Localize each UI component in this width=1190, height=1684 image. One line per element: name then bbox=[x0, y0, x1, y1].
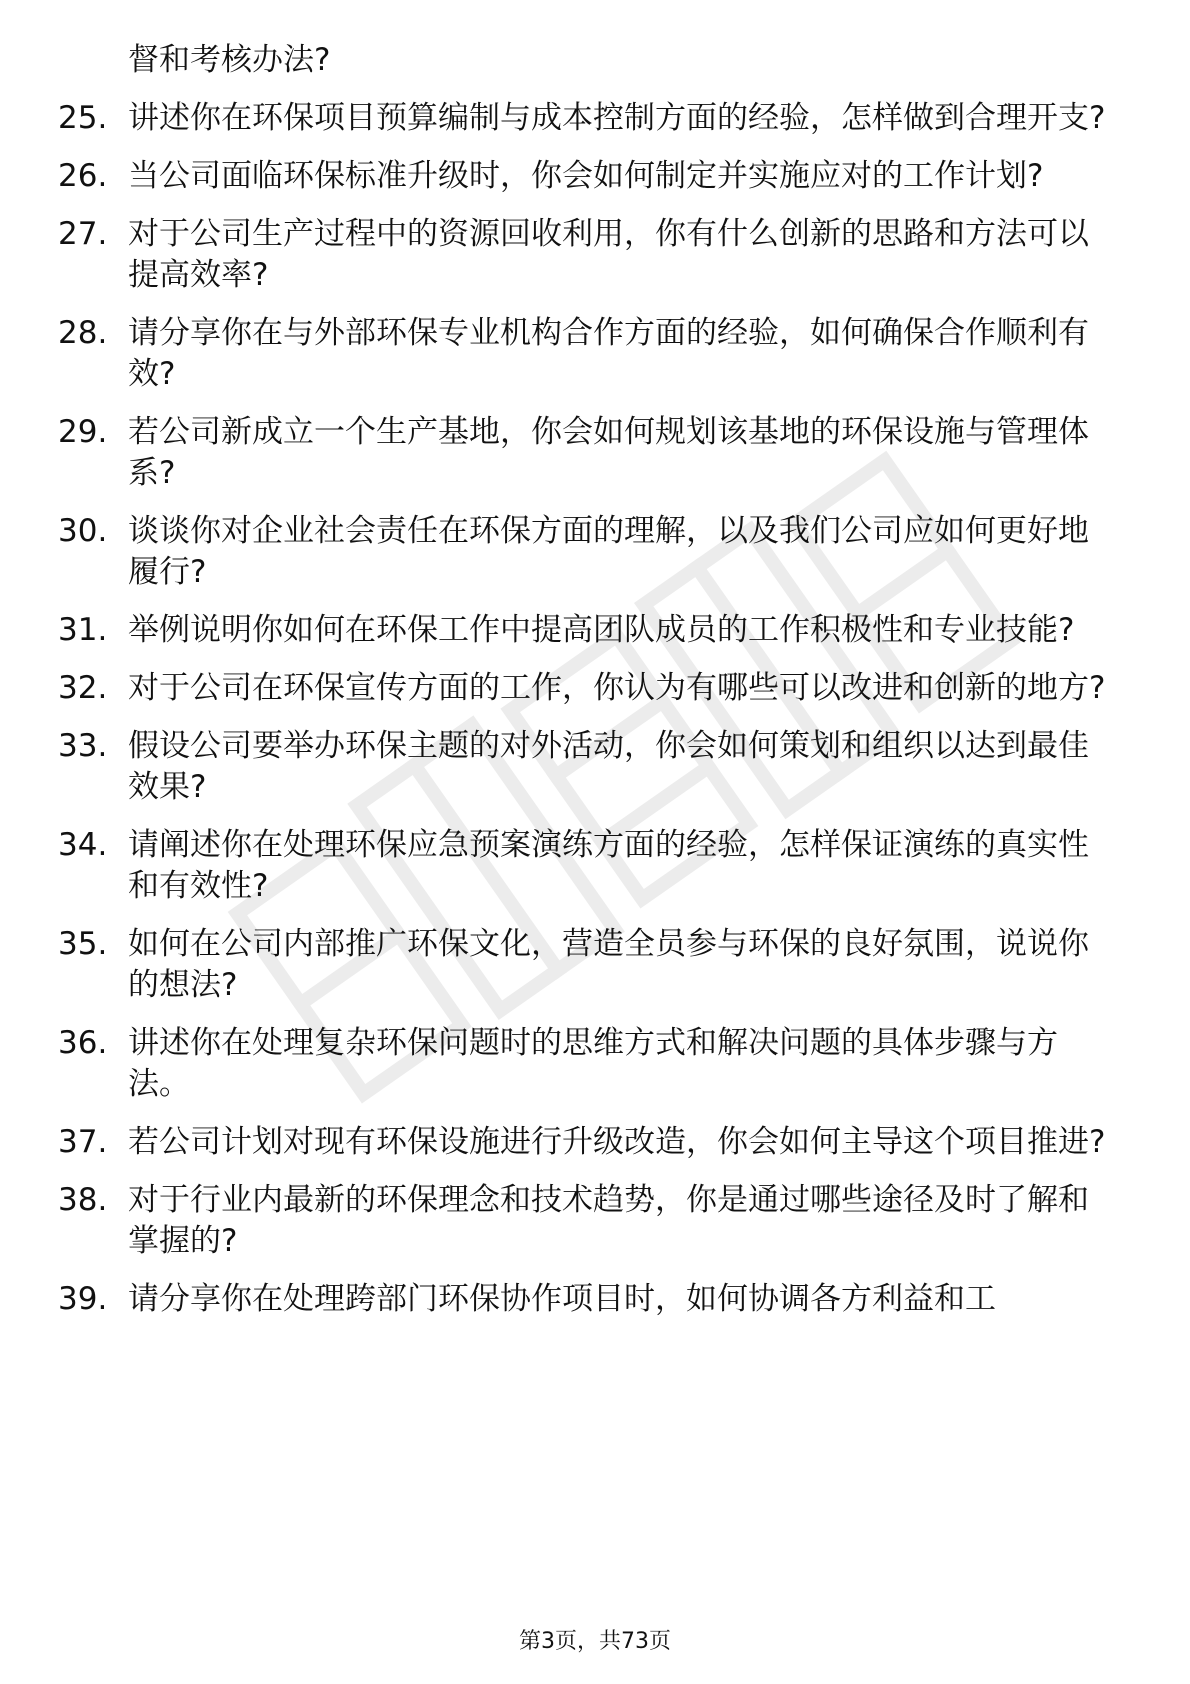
list-item-continued bbox=[58, 40, 1118, 81]
question-text: 若公司新成立一个生产基地，你会如何规划该基地的环保设施与管理体系? bbox=[128, 414, 1089, 491]
question-number: 33. bbox=[58, 728, 108, 764]
list-item bbox=[58, 668, 1118, 709]
question-text: 对于行业内最新的环保理念和技术趋势，你是通过哪些途径及时了解和掌握的? bbox=[128, 1182, 1089, 1259]
list-item bbox=[58, 1180, 1118, 1262]
list-item bbox=[58, 511, 1118, 593]
question-text: 谈谈你对企业社会责任在环保方面的理解，以及我们公司应如何更好地履行? bbox=[128, 513, 1089, 590]
list-item bbox=[58, 1279, 1118, 1320]
question-text: 对于公司生产过程中的资源回收利用，你有什么创新的思路和方法可以提高效率? bbox=[128, 216, 1089, 293]
question-number: 39. bbox=[58, 1281, 108, 1317]
list-item bbox=[58, 610, 1118, 651]
list-item bbox=[58, 1023, 1118, 1105]
list-item bbox=[58, 1122, 1118, 1163]
question-number: 34. bbox=[58, 827, 108, 863]
question-number: 36. bbox=[58, 1025, 108, 1061]
list-item bbox=[58, 156, 1118, 197]
question-number: 38. bbox=[58, 1182, 108, 1218]
question-number: 26. bbox=[58, 158, 108, 194]
list-item bbox=[58, 412, 1118, 494]
question-number: 27. bbox=[58, 216, 108, 252]
question-text: 请阐述你在处理环保应急预案演练方面的经验，怎样保证演练的真实性和有效性? bbox=[128, 827, 1089, 904]
list-item bbox=[58, 726, 1118, 808]
page-footer: 第3页，共73页 bbox=[519, 1629, 671, 1654]
question-number: 32. bbox=[58, 670, 108, 706]
question-number: 35. bbox=[58, 926, 108, 962]
list-item bbox=[58, 214, 1118, 296]
question-text: 请分享你在处理跨部门环保协作项目时，如何协调各方利益和工 bbox=[128, 1281, 996, 1317]
question-text: 对于公司在环保宣传方面的工作，你认为有哪些可以改进和创新的地方? bbox=[128, 670, 1106, 706]
question-number: 30. bbox=[58, 513, 108, 549]
question-text: 若公司计划对现有环保设施进行升级改造，你会如何主导这个项目推进? bbox=[128, 1124, 1106, 1160]
question-text: 讲述你在环保项目预算编制与成本控制方面的经验，怎样做到合理开支? bbox=[128, 100, 1106, 136]
question-text: 假设公司要举办环保主题的对外活动，你会如何策划和组织以达到最佳效果? bbox=[128, 728, 1089, 805]
question-text: 如何在公司内部推广环保文化，营造全员参与环保的良好氛围，说说你的想法? bbox=[128, 926, 1089, 1003]
question-number: 25. bbox=[58, 100, 108, 136]
list-item bbox=[58, 313, 1118, 395]
question-text: 督和考核办法? bbox=[128, 42, 331, 78]
question-number: 37. bbox=[58, 1124, 108, 1160]
question-number: 28. bbox=[58, 315, 108, 351]
question-text: 举例说明你如何在环保工作中提高团队成员的工作积极性和专业技能? bbox=[128, 612, 1075, 648]
question-number: 29. bbox=[58, 414, 108, 450]
list-item bbox=[58, 98, 1118, 139]
question-text: 当公司面临环保标准升级时，你会如何制定并实施应对的工作计划? bbox=[128, 158, 1044, 194]
question-number: 31. bbox=[58, 612, 108, 648]
question-text: 请分享你在与外部环保专业机构合作方面的经验，如何确保合作顺利有效? bbox=[128, 315, 1089, 392]
list-item bbox=[58, 825, 1118, 907]
list-item bbox=[58, 924, 1118, 1006]
question-text: 讲述你在处理复杂环保问题时的思维方式和解决问题的具体步骤与方法。 bbox=[128, 1025, 1058, 1102]
